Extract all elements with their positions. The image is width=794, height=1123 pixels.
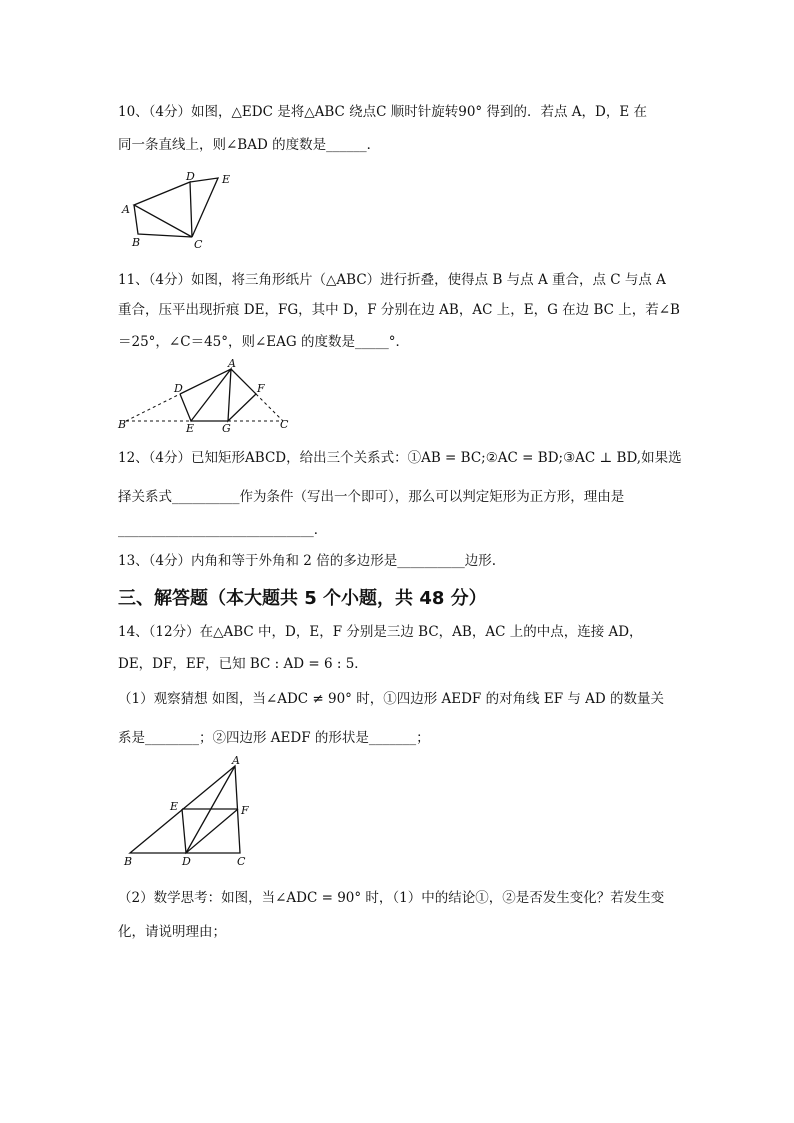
q11-label-g: G — [222, 422, 231, 435]
q10-label-b: B — [132, 236, 141, 249]
q14-label-d: D — [182, 855, 191, 868]
q11-line-1: 11、（4分）如图，将三角形纸片（△ABC）进行折叠，使得点 B 与点 A 重合，点 C 与点 A — [118, 272, 666, 288]
q11-label-b: B — [118, 418, 127, 431]
q10-line-1: 10、（4分）如图，△EDC 是将△ABC 绕点C 顺时针旋转90° 得到的．若点 A，D，E 在 — [118, 104, 647, 120]
q10-label-e: E — [222, 173, 231, 186]
q10-line-2: 同一条直线上，则∠BAD 的度数是______． — [118, 137, 381, 153]
q14-figure — [118, 752, 258, 870]
q14-line-1: 14、（12分）在△ABC 中，D，E，F 分别是三边 BC，AB，AC 上的中点，连接 AD， — [118, 624, 643, 640]
q14-line-2: DE，DF，EF，已知 BC : AD = 6 : 5． — [118, 656, 368, 672]
q11-label-d: D — [174, 382, 183, 395]
q11-figure — [118, 358, 298, 434]
q12-line-2: 择关系式__________作为条件（写出一个即可），那么可以判定矩形为正方形，理由是 — [118, 489, 625, 505]
q11-label-e: E — [186, 422, 195, 435]
q14-line-5: （2）数学思考：如图，当∠ADC = 90° 时，（1）中的结论①，②是否发生变化？若发生变 — [118, 890, 665, 906]
q11-line-2: 重合，压平出现折痕 DE，FG，其中 D，F 分别在边 AB，AC 上，E，G 在边 BC 上，若∠B — [118, 302, 680, 318]
q14-line-3: （1）观察猜想 如图，当∠ADC ≠ 90° 时，①四边形 AEDF 的对角线 EF 与 AD 的数量关 — [118, 691, 665, 707]
q10-figure — [118, 168, 231, 254]
q10-label-a: A — [122, 203, 130, 216]
q11-fc-dashed — [256, 394, 283, 421]
section-3-heading: 三、解答题（本大题共 5 个小题，共 48 分） — [118, 588, 487, 609]
q14-line-4: 系是________；②四边形 AEDF 的形状是_______； — [118, 730, 430, 746]
q11-label-c: C — [280, 418, 289, 431]
q13-line-1: 13、（4分）内角和等于外角和 2 倍的多边形是__________边形. — [118, 553, 496, 569]
q12-line-1: 12、（4分）已知矩形ABCD，给出三个关系式：①AB = BC;②AC = BD;③AC ⊥ BD,如果选 — [118, 450, 682, 466]
q11-line-3: ＝25°，∠C＝45°，则∠EAG 的度数是_____°． — [118, 334, 409, 350]
q14-label-f: F — [241, 804, 249, 817]
q14-label-c: C — [237, 855, 246, 868]
q12-line-3: _____________________________． — [118, 522, 328, 538]
q14-line-6: 化，请说明理由； — [118, 924, 226, 940]
q10-figure-lines — [134, 178, 218, 237]
q14-label-a: A — [232, 754, 240, 767]
q11-bd-dashed — [126, 394, 180, 421]
q14-label-b: B — [124, 855, 133, 868]
q10-label-c: C — [194, 238, 203, 251]
q10-label-d: D — [186, 170, 195, 183]
q11-label-f: F — [257, 382, 265, 395]
q11-label-a: A — [228, 357, 236, 370]
q11-figure-lines — [180, 369, 256, 421]
q14-label-e: E — [170, 800, 179, 813]
